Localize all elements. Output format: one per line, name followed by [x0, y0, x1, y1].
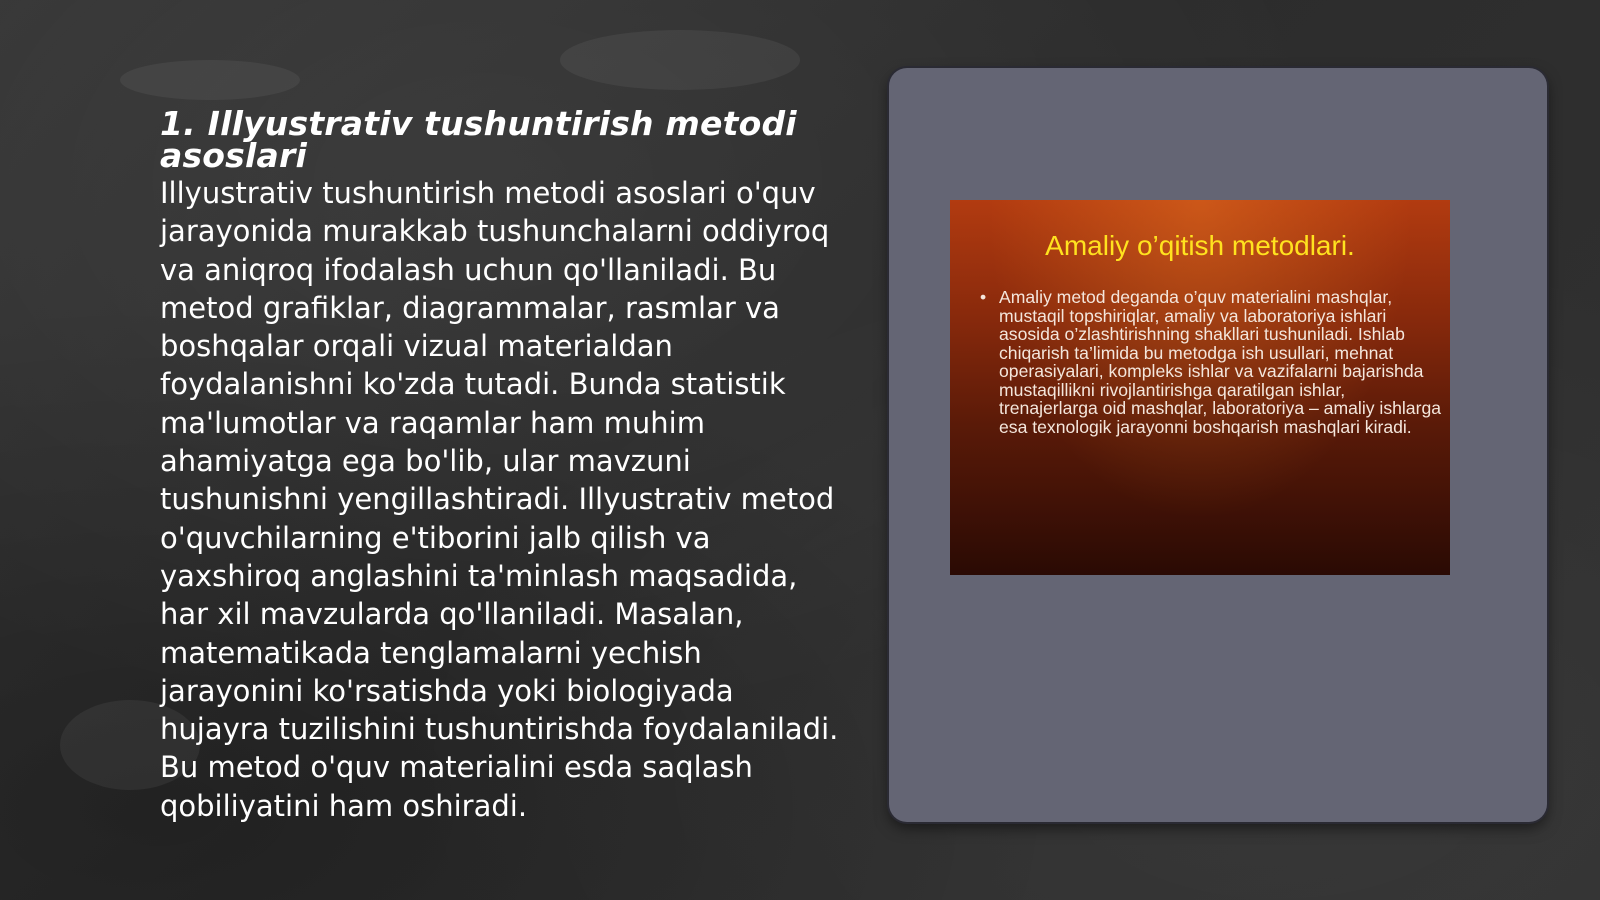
embedded-slide-image: [950, 200, 1450, 575]
embedded-slide-title: Amaliy o’qitish metodlari.: [1045, 230, 1355, 261]
chalk-texture: [560, 30, 800, 90]
slide-body-text: Illyustrativ tushuntirish metodi asoslari o'quv jarayonida murakkab tushunchalarni oddiyroq va aniqroq ifodalash uchun qo'llaniladi. Bu metod grafiklar, diagrammalar, rasmlar va boshqalar orqali vizual materialdan foydalanishni ko'zda tutadi. Bunda statistik ma'lumotlar va raqamlar ham muhim ahamiyatga ega bo'lib, ular mavzuni tushunishni yengillashtiradi. Illyustrativ metod o'quvchilarning e'tiborini jalb qilish va yaxshiroq anglashini ta'minlash maqsadida, har xil mavzularda qo'llaniladi. Masalan, matematikada tenglamalarni yechish jarayonini ko'rsatishda yoki biologiyada hujayra tuzilishini tushuntirishda foydalaniladi. Bu metod o'quv materialini esda saqlash qobiliyatini ham oshiradi.: [160, 176, 839, 823]
embedded-slide-bullet-list: [980, 288, 1444, 436]
embedded-slide-bullet-item: [980, 287, 1444, 437]
chalk-texture: [120, 60, 300, 100]
slide-text-column: [160, 104, 850, 825]
slide-heading: 1. Illyustrativ tushuntirish metodi asoslari: [160, 104, 797, 175]
embedded-slide-bullet-text: Amaliy metod deganda o’quv materialini mashqlar, mustaqil topshiriqlar, amaliy va laboratoriya ishlari asosida o’zlashtirishning shakllari tushuniladi. Ishlab chiqarish ta’limida bu metodga ish usullari, mehnat operasiyalari, kompleks ishlar va vazifalarni bajarishda mustaqillikni rivojlantirishga qaratilgan ishlar, trenajerlarga oid mashqlar, laboratoriya – amaliy ishlarga esa texnologik jarayonni boshqarish mashqlari kiradi.: [999, 287, 1442, 437]
image-frame: [889, 68, 1547, 822]
bullet-icon: •: [980, 287, 987, 307]
